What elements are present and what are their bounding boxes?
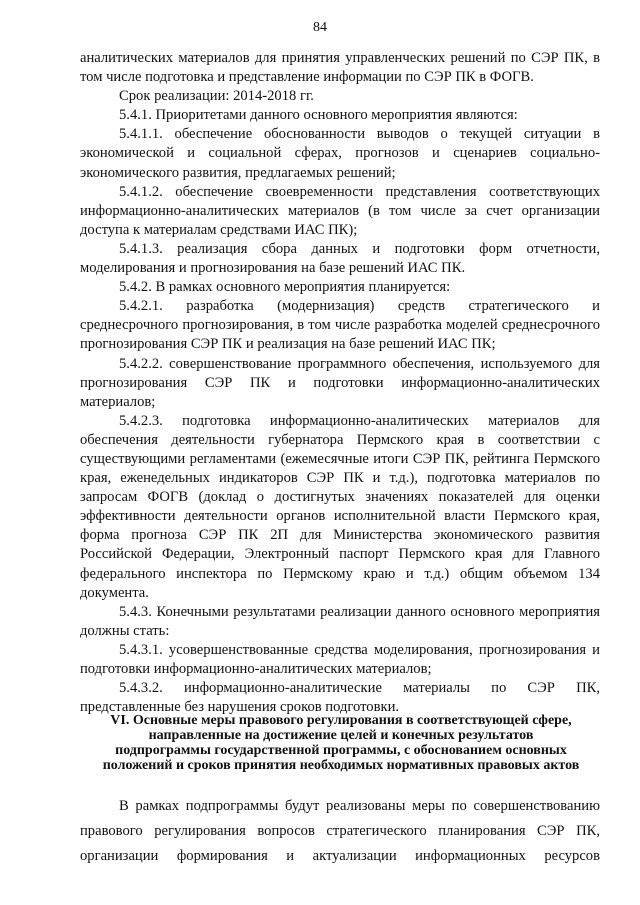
- paragraph-5-4-1-2: 5.4.1.2. обеспечение своевременности представления соответствующих информационно-аналитических материалов (в том числе за счет организации доступа к материалам средствами ИАС ПК);: [80, 183, 600, 238]
- section-intro: [80, 794, 600, 869]
- paragraph-5-4-2-3: 5.4.2.3. подготовка информационно-аналитических материалов для обеспечения деятельности губернатора Пермского края в соответствии с существующими регламентами (ежемесячные итоги СЭР ПК, рейтинга Пермского края, еженедельных индикаторов СЭР ПК и т.д.), подготовка материалов по запросам ФОГВ (доклад о достигнутых значениях показателей для оценки эффективности деятельности органов исполнительной власти Пермского края, форма прогноза СЭР ПК 2П для Министерства экономического развития Российской Федерации, Электронный паспорт Пермского края для Главного федерального инспектора по Пермскому краю и т.д.) общим объемом 134 документа.: [80, 412, 600, 601]
- document-body: [80, 49, 600, 717]
- paragraph-implementation-period: Срок реализации: 2014-2018 гг.: [119, 88, 314, 105]
- section-heading: [82, 713, 600, 773]
- paragraph-5-4-1-3: 5.4.1.3. реализация сбора данных и подготовки форм отчетности, моделирования и прогнозирования на базе решений ИАС ПК.: [80, 240, 600, 277]
- paragraph-5-4-3-1: 5.4.3.1. усовершенствованные средства моделирования, прогнозирования и подготовки информационно-аналитических материалов;: [80, 641, 600, 677]
- paragraph-continuation: аналитических материалов для принятия управленческих решений по СЭР ПК, в том числе подготовка и представление информации по СЭР ПК в ФОГВ.: [80, 50, 600, 86]
- paragraph-5-4-1: 5.4.1. Приоритетами данного основного мероприятия являются:: [119, 107, 518, 124]
- section-heading-line-3: подпрограммы государственной программы, с обоснованием основных: [115, 743, 567, 758]
- section-intro-paragraph: В рамках подпрограммы будут реализованы меры по совершенствованию правового регулирования вопросов стратегического планирования СЭР ПК, организации формирования и актуализации информационных ресурсов: [80, 798, 600, 864]
- paragraph-5-4-3-2: 5.4.3.2. информационно-аналитические материалы по СЭР ПК, представленные без нарушения сроков подготовки.: [80, 680, 600, 716]
- section-heading-line-4: положений и сроков принятия необходимых нормативных правовых актов: [102, 758, 580, 773]
- paragraph-5-4-3: 5.4.3. Конечными результатами реализации данного основного мероприятия должны стать:: [80, 603, 600, 639]
- paragraph-5-4-2-1: 5.4.2.1. разработка (модернизация) средств стратегического и среднесрочного прогнозирования, в том числе разработка моделей среднесрочного прогнозирования СЭР ПК и реализация на базе решений ИАС ПК;: [80, 298, 600, 353]
- paragraph-5-4-2: 5.4.2. В рамках основного мероприятия планируется:: [119, 279, 451, 296]
- paragraph-5-4-1-1: 5.4.1.1. обеспечение обоснованности выводов о текущей ситуации в экономической и социальной сферах, прогнозов и сценариев социально-экономического развития, предлагаемых решений;: [80, 126, 600, 181]
- page-number: 84: [313, 20, 327, 35]
- section-heading-line-1: VI. Основные меры правового регулирования в соответствующей сфере,: [110, 713, 572, 728]
- section-heading-line-2: направленные на достижение целей и конечных результатов: [148, 728, 534, 743]
- paragraph-5-4-2-2: 5.4.2.2. совершенствование программного обеспечения, используемого для прогнозирования СЭР ПК и подготовки информационно-аналитических материалов;: [80, 355, 600, 410]
